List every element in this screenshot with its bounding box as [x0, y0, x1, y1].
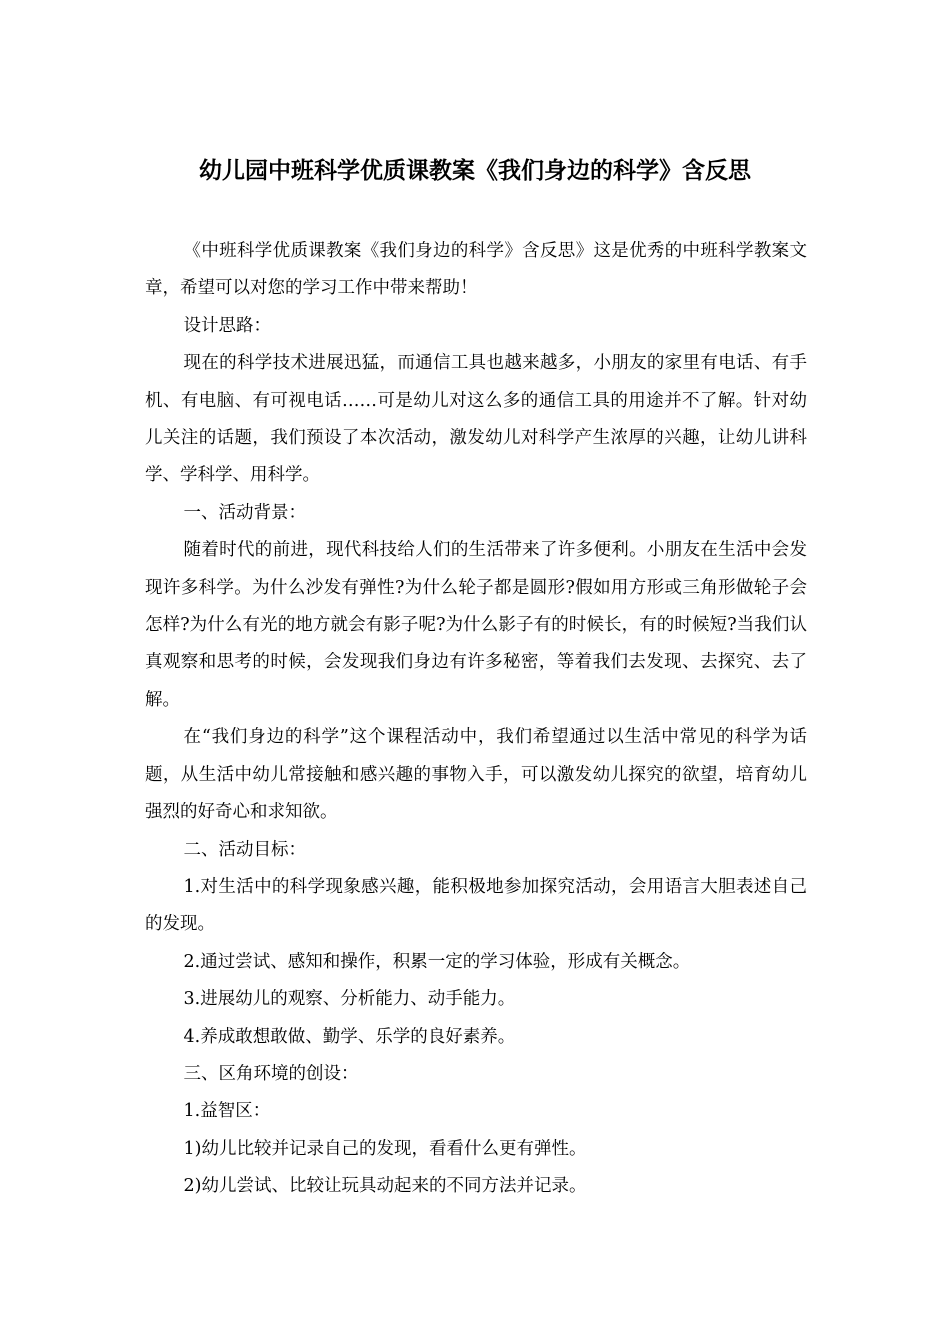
- list-item-1: 1)幼儿比较并记录自己的发现，看看什么更有弹性。: [183, 1138, 587, 1159]
- goal-item-1: 1.对生活中的科学现象感兴趣，能积极地参加探究活动，会用语言大胆表述自己的发现。: [145, 876, 807, 935]
- background-paragraph-1: 随着时代的前进，现代科技给人们的生活带来了许多便利。小朋友在生活中会发现许多科学。为什么沙发有弹性?为什么轮子都是圆形?假如用方形或三角形做轮子会怎样?为什么有光的地方就会有影子呢?为什么影子有的时候长，有的时候短?当我们认真观察和思考的时候，会发现我们身边有许多秘密，等着我们去发现、去探究、去了解。: [145, 540, 807, 710]
- subsection-heading-puzzle-area: 1.益智区：: [183, 1101, 271, 1122]
- background-paragraph-2: 在“我们身边的科学”这个课程活动中，我们希望通过以生活中常见的科学为话题，从生活中幼儿常接触和感兴趣的事物入手，可以激发幼儿探究的欲望，培育幼儿强烈的好奇心和求知欲。: [145, 727, 807, 823]
- document-body: [145, 233, 807, 1206]
- section-heading-goals: 二、活动目标：: [183, 839, 306, 860]
- section-heading-background: 一、活动背景：: [183, 502, 306, 523]
- goal-item-2: 2.通过尝试、感知和操作，积累一定的学习体验，形成有关概念。: [183, 951, 691, 972]
- design-paragraph: 现在的科学技术进展迅猛，而通信工具也越来越多，小朋友的家里有电话、有手机、有电脑、有可视电话……可是幼儿对这么多的通信工具的用途并不了解。针对幼儿关注的话题，我们预设了本次活动，激发幼儿对科学产生浓厚的兴趣，让幼儿讲科学、学科学、用科学。: [145, 353, 807, 486]
- section-heading-environment: 三、区角环境的创设：: [183, 1063, 359, 1084]
- goal-item-4: 4.养成敢想敢做、勤学、乐学的良好素养。: [183, 1026, 516, 1047]
- goal-item-3: 3.进展幼儿的观察、分析能力、动手能力。: [183, 989, 516, 1010]
- list-item-2: 2)幼儿尝试、比较让玩具动起来的不同方法并记录。: [183, 1176, 587, 1197]
- intro-paragraph: 《中班科学优质课教案《我们身边的科学》含反思》这是优秀的中班科学教案文章，希望可以对您的学习工作中带来帮助！: [145, 241, 807, 299]
- section-heading-design: 设计思路：: [183, 315, 271, 336]
- document-title: 幼儿园中班科学优质课教案《我们身边的科学》含反思: [199, 158, 751, 184]
